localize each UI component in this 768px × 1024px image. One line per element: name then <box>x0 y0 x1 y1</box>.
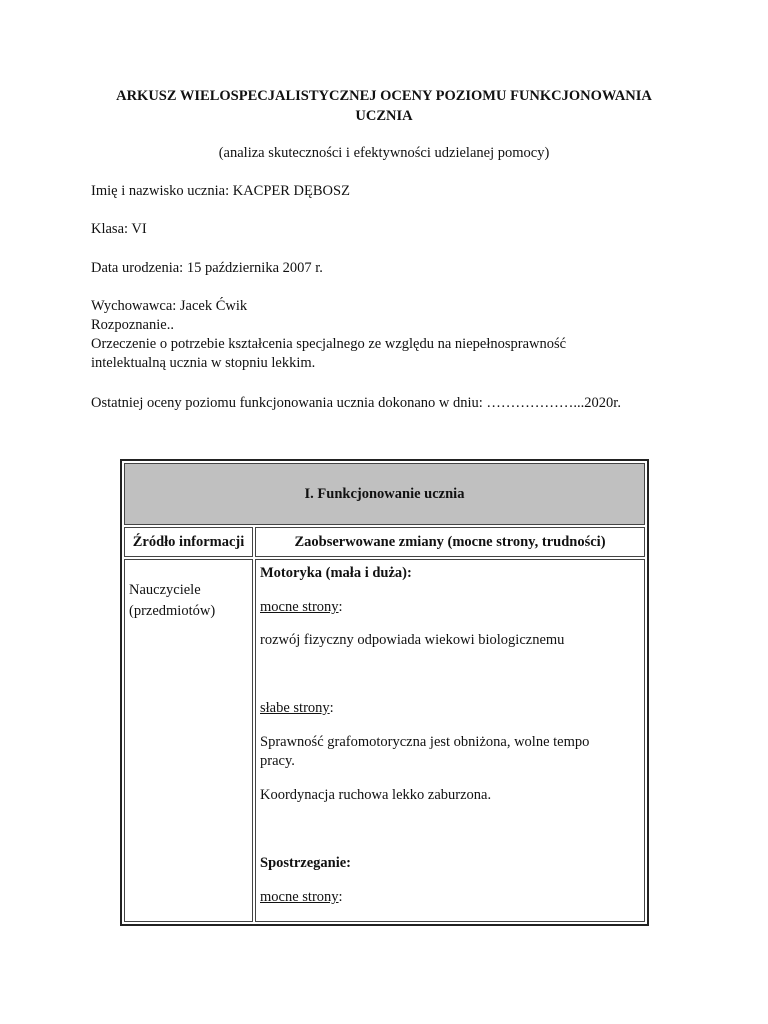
perception-strengths-colon: : <box>338 889 343 905</box>
column-header-source: Źródło informacji <box>124 527 253 557</box>
weaknesses-label: słabe strony <box>260 700 330 716</box>
table-section-title: I. Funkcjonowanie ucznia <box>124 463 645 525</box>
strengths-text: rozwój fizyczny odpowiada wiekowi biologicznemu <box>260 632 565 648</box>
source-cell <box>124 559 253 922</box>
document-title: ARKUSZ WIELOSPECJALISTYCZNEJ OCENY POZIOMU FUNKCJONOWANIA UCZNIA <box>116 88 652 124</box>
changes-cell <box>255 559 645 922</box>
tutor-diagnosis-block <box>91 297 651 373</box>
document-subtitle: (analiza skuteczności i efektywności udzielanej pomocy) <box>218 145 550 161</box>
diagnosis-line-2: intelektualną ucznia w stopniu lekkim. <box>91 355 316 371</box>
weaknesses-row <box>260 699 624 718</box>
perception-strengths-row <box>260 888 624 907</box>
functioning-table <box>120 459 649 926</box>
perception-strengths-label: mocne strony <box>260 889 339 905</box>
diagnosis-label: Rozpoznanie.. <box>91 317 174 333</box>
student-name: Imię i nazwisko ucznia: KACPER DĘBOSZ <box>91 183 350 199</box>
weakness-2: Koordynacja ruchowa lekko zaburzona. <box>260 787 492 803</box>
source-line-2: (przedmiotów) <box>129 603 216 619</box>
source-line-1: Nauczyciele <box>129 582 201 598</box>
column-header-changes: Zaobserwowane zmiany (mocne strony, trudności) <box>255 527 645 557</box>
weaknesses-colon: : <box>329 700 334 716</box>
diagnosis-line-1: Orzeczenie o potrzebie kształcenia specjalnego ze względu na niepełnosprawność <box>91 336 567 352</box>
last-assessment: Ostatniej oceny poziomu funkcjonowania ucznia dokonano w dniu: ………………...2020r. <box>91 395 621 411</box>
perception-heading: Spostrzeganie: <box>260 855 352 871</box>
motor-heading: Motoryka (mała i duża): <box>260 565 412 581</box>
student-class: Klasa: VI <box>91 221 147 237</box>
weakness-1: Sprawność grafomotoryczna jest obniżona, wolne tempo pracy. <box>260 734 590 769</box>
strengths-label: mocne strony <box>260 599 339 615</box>
strengths-row <box>260 598 624 617</box>
strengths-colon: : <box>338 599 343 615</box>
birth-date: Data urodzenia: 15 października 2007 r. <box>91 260 323 276</box>
tutor: Wychowawca: Jacek Ćwik <box>91 298 248 314</box>
